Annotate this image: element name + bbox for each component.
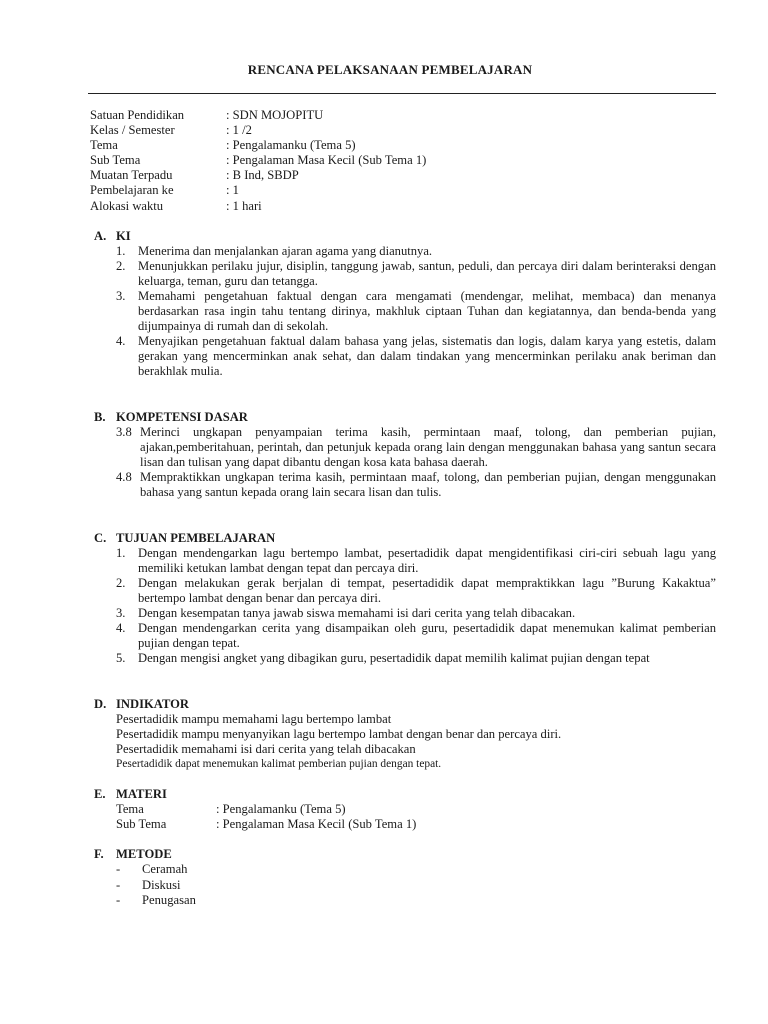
identity-value: : B Ind, SBDP xyxy=(226,168,299,183)
identity-value: : SDN MOJOPITU xyxy=(226,108,324,122)
item-text: Menunjukkan perilaku jujur, disiplin, tanggung jawab, santun, peduli, dan percaya diri dalam berinteraksi dengan keluarga, teman, guru dan tetangga. xyxy=(138,259,716,288)
item-number: 1. xyxy=(116,546,126,560)
list-item xyxy=(94,576,716,606)
section-heading xyxy=(94,697,716,712)
item-text: Ceramah xyxy=(142,862,188,876)
item-number: 3. xyxy=(116,606,126,620)
identity-row xyxy=(90,108,710,123)
identity-label: Sub Tema xyxy=(90,153,141,168)
section-letter: A. xyxy=(94,229,107,243)
section-title: KOMPETENSI DASAR xyxy=(116,410,248,424)
list-item xyxy=(94,651,716,666)
materi-value: : Pengalaman Masa Kecil (Sub Tema 1) xyxy=(216,817,417,831)
identity-label: Alokasi waktu xyxy=(90,198,164,213)
indikator-line: Pesertadidik mampu menyanyikan lagu bertempo lambat dengan benar dan percaya diri. xyxy=(116,727,562,741)
identity-row xyxy=(90,153,710,168)
item-text: Dengan melakukan gerak berjalan di tempat, pesertadidik dapat mempraktikkan lagu ”Burung Kakaktua” bertempo lambat dengan benar dan percaya diri. xyxy=(138,576,716,605)
list-item xyxy=(94,862,716,878)
materi-label: Tema xyxy=(116,802,144,816)
section-letter: F. xyxy=(94,847,104,861)
item-text: Dengan kesempatan tanya jawab siswa memahami isi dari cerita yang telah dibacakan. xyxy=(138,606,576,620)
item-number: 1. xyxy=(116,244,126,258)
item-number: 5. xyxy=(116,651,126,665)
item-text: Dengan mendengarkan cerita yang disampaikan oleh guru, pesertadidik dapat menemukan kalimat pemberian pujian dengan tepat. xyxy=(138,621,716,650)
identity-row xyxy=(90,138,710,153)
item-number: 3. xyxy=(116,289,126,303)
identity-value: : Pengalamanku (Tema 5) xyxy=(226,138,356,153)
identity-row xyxy=(90,183,710,198)
section-title: METODE xyxy=(116,847,172,861)
section-title: MATERI xyxy=(116,787,167,801)
kd-item xyxy=(94,425,716,470)
item-number: 2. xyxy=(116,259,126,273)
tujuan-list xyxy=(94,546,716,666)
list-item xyxy=(94,893,716,909)
list-item xyxy=(94,878,716,894)
list-item xyxy=(94,289,716,334)
section-letter: E. xyxy=(94,787,106,801)
section-heading xyxy=(94,410,716,425)
section-tujuan-pembelajaran xyxy=(94,531,716,666)
item-text: Merinci ungkapan penyampaian terima kasih, permintaan maaf, tolong, dan pemberian pujian, ajakan,pemberitahuan, perintah, dan petunjuk kepada orang lain dengan menggunakan bahasa yang santun secara lisan dan tulisan yang dapat dibantu dengan kosa kata bahasa daerah. xyxy=(140,425,716,469)
section-heading xyxy=(94,229,716,244)
item-text: Menyajikan pengetahuan faktual dalam bahasa yang jelas, sistematis dan logis, dalam karya yang estetis, dalam gerakan yang mencerminkan anak sehat, dan dalam tindakan yang mencerminkan perilaku anak beriman dan berakhlak mulia. xyxy=(138,334,716,378)
item-text: Diskusi xyxy=(142,877,181,892)
section-title: INDIKATOR xyxy=(116,697,190,711)
identity-row xyxy=(90,199,710,214)
list-item xyxy=(94,244,716,259)
identity-block xyxy=(90,108,710,214)
identity-value: : 1 xyxy=(226,183,239,198)
section-metode xyxy=(94,847,716,909)
identity-value: : 1 /2 xyxy=(226,123,252,138)
dash-bullet: - xyxy=(116,877,121,892)
section-letter: C. xyxy=(94,531,107,545)
title-divider xyxy=(88,93,716,94)
section-materi xyxy=(94,787,716,832)
identity-label: Kelas / Semester xyxy=(90,123,175,138)
dash-bullet: - xyxy=(116,893,121,907)
item-number: 4.8 xyxy=(116,470,132,484)
materi-label: Sub Tema xyxy=(116,817,167,831)
identity-value: : 1 hari xyxy=(226,198,262,213)
item-number: 4. xyxy=(116,621,126,635)
section-heading xyxy=(94,787,716,802)
indikator-line: Pesertadidik dapat menemukan kalimat pemberian pujian dengan tepat. xyxy=(116,758,442,770)
section-heading xyxy=(94,531,716,546)
list-item xyxy=(94,259,716,289)
section-indikator xyxy=(94,697,716,772)
item-number: 4. xyxy=(116,334,126,348)
item-number: 3.8 xyxy=(116,425,132,439)
identity-row xyxy=(90,168,710,183)
ki-list xyxy=(94,244,716,379)
document-title: RENCANA PELAKSANAAN PEMBELAJARAN xyxy=(247,62,533,77)
identity-label: Muatan Terpadu xyxy=(90,168,173,183)
indikator-line: Pesertadidik mampu memahami lagu bertempo lambat xyxy=(116,712,392,726)
list-item xyxy=(94,546,716,576)
item-text: Menerima dan menjalankan ajaran agama yang dianutnya. xyxy=(138,244,433,258)
identity-label: Tema xyxy=(90,138,118,153)
item-text: Penugasan xyxy=(142,893,196,907)
item-text: Mempraktikkan ungkapan terima kasih, permintaan maaf, tolong, dan pemberian pujian, dengan menggunakan bahasa yang santun kepada orang lain secara lisan dan tulis. xyxy=(140,470,716,499)
item-number: 2. xyxy=(116,576,126,590)
dash-bullet: - xyxy=(116,862,121,876)
section-title: KI xyxy=(116,229,131,243)
list-item xyxy=(94,334,716,379)
identity-row xyxy=(90,123,710,138)
list-item xyxy=(94,606,716,621)
section-title: TUJUAN PEMBELAJARAN xyxy=(116,531,276,545)
materi-row xyxy=(94,817,716,832)
item-text: Dengan mengisi angket yang dibagikan guru, pesertadidik dapat memilih kalimat pujian dengan tepat xyxy=(138,651,650,665)
section-letter: B. xyxy=(94,410,106,424)
kd-item xyxy=(94,470,716,500)
identity-value: : Pengalaman Masa Kecil (Sub Tema 1) xyxy=(226,153,427,168)
materi-row xyxy=(94,802,716,817)
section-heading xyxy=(94,847,716,862)
item-text: Dengan mendengarkan lagu bertempo lambat, pesertadidik dapat mengidentifikasi ciri-ciri sebuah lagu yang memiliki ketukan lambat dengan tepat dan percaya diri. xyxy=(138,546,716,575)
item-text: Memahami pengetahuan faktual dengan cara mengamati (mendengar, melihat, membaca) dan menanya berdasarkan rasa ingin tahu tentang dirinya, makhluk ciptaan Tuhan dan kegiatannya, dan benda-benda yang dijumpainya di rumah dan di sekolah. xyxy=(138,289,716,333)
identity-label: Pembelajaran ke xyxy=(90,183,174,198)
identity-label: Satuan Pendidikan xyxy=(90,108,185,122)
indikator-line: Pesertadidik memahami isi dari cerita yang telah dibacakan xyxy=(116,742,416,756)
materi-value: : Pengalamanku (Tema 5) xyxy=(216,802,346,816)
section-letter: D. xyxy=(94,697,107,711)
section-ki xyxy=(94,229,716,379)
list-item xyxy=(94,621,716,651)
section-kompetensi-dasar xyxy=(94,410,716,500)
